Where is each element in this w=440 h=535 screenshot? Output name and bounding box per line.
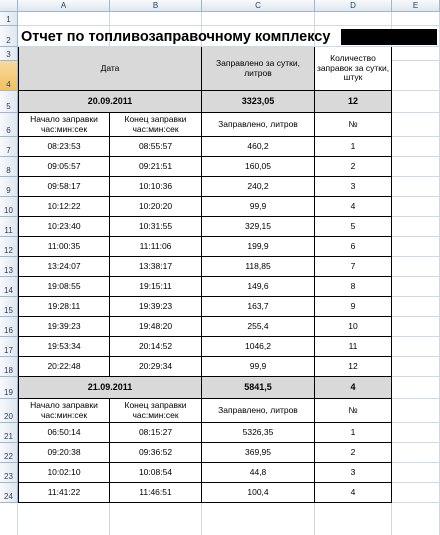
row-header-16[interactable]: 16 (0, 317, 18, 337)
header-refueled-per-day: Заправлено за сутки, литров (202, 47, 315, 91)
row-header-18[interactable]: 18 (0, 357, 18, 377)
row-header-6[interactable]: 6 (0, 113, 18, 137)
entry-liters[interactable]: 99,9 (202, 357, 315, 377)
entry-start-time[interactable]: 09:58:17 (18, 177, 110, 197)
entry-number[interactable]: 3 (315, 177, 392, 197)
entry-number[interactable]: 12 (315, 357, 392, 377)
entry-start-time[interactable]: 19:53:34 (18, 337, 110, 357)
row-header-22[interactable]: 22 (0, 443, 18, 463)
row-header-7[interactable]: 7 (0, 137, 18, 157)
entry-number[interactable]: 7 (315, 257, 392, 277)
entry-liters[interactable]: 100,4 (202, 483, 315, 503)
entry-number[interactable]: 5 (315, 217, 392, 237)
entry-liters[interactable]: 199,9 (202, 237, 315, 257)
column-header-E[interactable]: E (392, 0, 440, 12)
entry-liters[interactable]: 99,9 (202, 197, 315, 217)
subheader-end: Конец заправки час:мин:сек (110, 399, 202, 423)
entry-start-time[interactable]: 11:41:22 (18, 483, 110, 503)
row-header-5[interactable]: 5 (0, 91, 18, 113)
subheader-start: Начало заправки час:мин:сек (18, 399, 110, 423)
day-refuel-count: 4 (315, 377, 392, 399)
entry-start-time[interactable]: 19:28:11 (18, 297, 110, 317)
entry-liters[interactable]: 163,7 (202, 297, 315, 317)
subheader-refueled: Заправлено, литров (202, 113, 315, 137)
entry-liters[interactable]: 5326,35 (202, 423, 315, 443)
row-header-2[interactable]: 2 (0, 26, 18, 47)
entry-end-time[interactable]: 19:15:11 (110, 277, 202, 297)
entry-liters[interactable]: 460,2 (202, 137, 315, 157)
entry-end-time[interactable]: 20:14:52 (110, 337, 202, 357)
entry-end-time[interactable]: 10:20:20 (110, 197, 202, 217)
entry-number[interactable]: 1 (315, 137, 392, 157)
subheader-number: № (315, 113, 392, 137)
entry-number[interactable]: 2 (315, 443, 392, 463)
row-header-15[interactable]: 15 (0, 297, 18, 317)
subheader-start: Начало заправки час:мин:сек (18, 113, 110, 137)
entry-number[interactable]: 4 (315, 483, 392, 503)
entry-end-time[interactable]: 11:11:06 (110, 237, 202, 257)
entry-liters[interactable]: 240,2 (202, 177, 315, 197)
entry-liters[interactable]: 118,85 (202, 257, 315, 277)
entry-start-time[interactable]: 20:22:48 (18, 357, 110, 377)
row-header-12[interactable]: 12 (0, 237, 18, 257)
entry-number[interactable]: 6 (315, 237, 392, 257)
entry-liters[interactable]: 149,6 (202, 277, 315, 297)
row-header-13[interactable]: 13 (0, 257, 18, 277)
row-header-21[interactable]: 21 (0, 423, 18, 443)
entry-end-time[interactable]: 08:15:27 (110, 423, 202, 443)
subheader-end: Конец заправки час:мин:сек (110, 113, 202, 137)
select-all-corner[interactable] (0, 0, 18, 12)
entry-number[interactable]: 9 (315, 297, 392, 317)
entry-number[interactable]: 3 (315, 463, 392, 483)
row-header-17[interactable]: 17 (0, 337, 18, 357)
entry-number[interactable]: 8 (315, 277, 392, 297)
entry-end-time[interactable]: 19:48:20 (110, 317, 202, 337)
row-header-9[interactable]: 9 (0, 177, 18, 197)
day-total-liters: 5841,5 (202, 377, 315, 399)
row-header-23[interactable]: 23 (0, 463, 18, 483)
entry-number[interactable]: 1 (315, 423, 392, 443)
day-date: 20.09.2011 (18, 91, 202, 113)
subheader-refueled: Заправлено, литров (202, 399, 315, 423)
row-header-24[interactable]: 24 (0, 483, 18, 503)
entry-start-time[interactable]: 10:12:22 (18, 197, 110, 217)
entry-end-time[interactable]: 10:10:36 (110, 177, 202, 197)
page-title: Отчет по топливозаправочному комплексу (21, 28, 331, 45)
entry-end-time[interactable]: 10:31:55 (110, 217, 202, 237)
entry-start-time[interactable]: 10:02:10 (18, 463, 110, 483)
entry-number[interactable]: 2 (315, 157, 392, 177)
row-header-14[interactable]: 14 (0, 277, 18, 297)
entry-end-time[interactable]: 19:39:23 (110, 297, 202, 317)
entry-start-time[interactable]: 06:50:14 (18, 423, 110, 443)
entry-end-time[interactable]: 11:46:51 (110, 483, 202, 503)
entry-start-time[interactable]: 08:23:53 (18, 137, 110, 157)
entry-liters[interactable]: 329,15 (202, 217, 315, 237)
entry-end-time[interactable]: 09:21:51 (110, 157, 202, 177)
column-header-B[interactable]: B (110, 0, 202, 12)
entry-liters[interactable]: 1046,2 (202, 337, 315, 357)
entry-number[interactable]: 10 (315, 317, 392, 337)
row-header-1[interactable]: 1 (0, 12, 18, 26)
row-header-19[interactable]: 19 (0, 377, 18, 399)
entry-number[interactable]: 4 (315, 197, 392, 217)
row-header-3[interactable]: 3 (0, 47, 18, 61)
entry-liters[interactable]: 44,8 (202, 463, 315, 483)
row-header-10[interactable]: 10 (0, 197, 18, 217)
entry-end-time[interactable]: 09:36:52 (110, 443, 202, 463)
column-header-A[interactable]: A (18, 0, 110, 12)
day-refuel-count: 12 (315, 91, 392, 113)
entry-start-time[interactable]: 09:05:57 (18, 157, 110, 177)
column-header-D[interactable]: D (315, 0, 392, 12)
entry-start-time[interactable]: 13:24:07 (18, 257, 110, 277)
row-header-4[interactable]: 4 (0, 61, 18, 91)
header-date: Дата (18, 47, 202, 91)
entry-start-time[interactable]: 11:00:35 (18, 237, 110, 257)
row-header-11[interactable]: 11 (0, 217, 18, 237)
day-total-liters: 3323,05 (202, 91, 315, 113)
entry-end-time[interactable]: 08:55:57 (110, 137, 202, 157)
entry-end-time[interactable]: 13:38:17 (110, 257, 202, 277)
entry-start-time[interactable]: 19:39:23 (18, 317, 110, 337)
row-header-20[interactable]: 20 (0, 399, 18, 423)
entry-number[interactable]: 11 (315, 337, 392, 357)
entry-liters[interactable]: 255,4 (202, 317, 315, 337)
redacted-block (341, 29, 437, 45)
entry-start-time[interactable]: 10:23:40 (18, 217, 110, 237)
entry-start-time[interactable]: 19:08:55 (18, 277, 110, 297)
header-refuel-count: Количество заправок за сутки, штук (315, 47, 392, 91)
entry-liters[interactable]: 160,05 (202, 157, 315, 177)
column-header-C[interactable]: C (202, 0, 315, 12)
entry-start-time[interactable]: 09:20:38 (18, 443, 110, 463)
day-date: 21.09.2011 (18, 377, 202, 399)
entry-end-time[interactable]: 10:08:54 (110, 463, 202, 483)
row-header-8[interactable]: 8 (0, 157, 18, 177)
entry-liters[interactable]: 369,95 (202, 443, 315, 463)
entry-end-time[interactable]: 20:29:34 (110, 357, 202, 377)
subheader-number: № (315, 399, 392, 423)
